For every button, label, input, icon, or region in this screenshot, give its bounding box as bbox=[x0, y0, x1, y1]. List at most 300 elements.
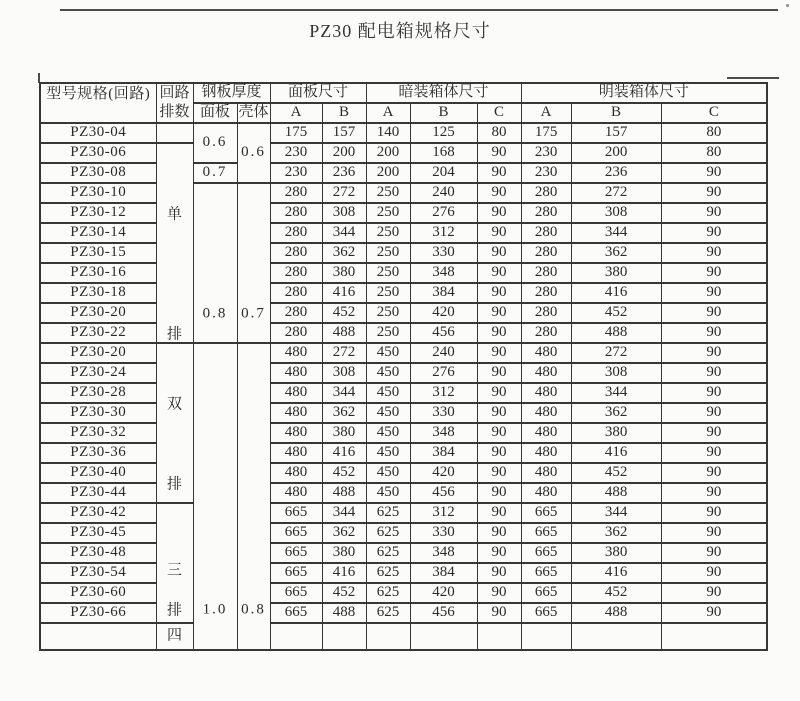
surface-a-cell: 280 bbox=[521, 303, 571, 323]
concealed-c-cell: 90 bbox=[477, 463, 521, 483]
shell-thickness-value: 0.7 bbox=[241, 305, 266, 322]
concealed-b-cell: 348 bbox=[410, 423, 477, 443]
concealed-a-cell bbox=[366, 623, 410, 650]
concealed-b-cell: 420 bbox=[410, 463, 477, 483]
table-header bbox=[40, 83, 767, 123]
concealed-b-cell: 348 bbox=[410, 263, 477, 283]
surface-c-cell: 90 bbox=[661, 603, 767, 623]
table-row bbox=[40, 603, 767, 623]
panel-b-cell: 452 bbox=[322, 583, 366, 603]
panel-thickness-value: 0.8 bbox=[202, 305, 228, 322]
model-cell: PZ30-24 bbox=[40, 363, 156, 383]
panel-b-cell: 157 bbox=[322, 123, 366, 143]
surface-c-cell: 90 bbox=[661, 443, 767, 463]
surface-c-cell: 90 bbox=[661, 383, 767, 403]
panel-thickness-cell: 0.6 bbox=[193, 123, 237, 163]
surface-a-cell: 480 bbox=[521, 483, 571, 503]
surface-a-cell: 480 bbox=[521, 463, 571, 483]
concealed-c-cell: 90 bbox=[477, 483, 521, 503]
concealed-b-cell: 240 bbox=[410, 343, 477, 363]
panel-b-cell: 452 bbox=[322, 463, 366, 483]
circuit-rows-label: 排 bbox=[166, 476, 182, 493]
table-row bbox=[40, 283, 767, 303]
concealed-c-cell: 90 bbox=[477, 363, 521, 383]
concealed-c-cell: 90 bbox=[477, 283, 521, 303]
panel-b-cell: 236 bbox=[322, 163, 366, 183]
surface-b-cell: 380 bbox=[571, 543, 661, 563]
model-cell: PZ30-44 bbox=[40, 483, 156, 503]
table-row bbox=[40, 123, 767, 143]
panel-a-cell: 665 bbox=[270, 603, 322, 623]
panel-a-cell: 665 bbox=[270, 503, 322, 523]
model-cell: PZ30-36 bbox=[40, 443, 156, 463]
header-panel-col-b: B bbox=[322, 103, 366, 123]
circuit-rows-label: 排 bbox=[166, 602, 182, 619]
panel-a-cell bbox=[270, 623, 322, 650]
model-cell: PZ30-22 bbox=[40, 323, 156, 343]
concealed-a-cell: 625 bbox=[366, 563, 410, 583]
circuit-rows-cell bbox=[156, 143, 193, 343]
surface-b-cell: 344 bbox=[571, 503, 661, 523]
concealed-a-cell: 250 bbox=[366, 323, 410, 343]
concealed-b-cell: 384 bbox=[410, 563, 477, 583]
surface-b-cell: 308 bbox=[571, 363, 661, 383]
model-cell: PZ30-06 bbox=[40, 143, 156, 163]
circuit-rows-label: 双 bbox=[166, 396, 182, 413]
table-row bbox=[40, 563, 767, 583]
circuit-rows-cell bbox=[156, 623, 193, 650]
model-cell: PZ30-20 bbox=[40, 303, 156, 323]
table-row bbox=[40, 443, 767, 463]
circuit-rows-cell bbox=[156, 123, 193, 143]
panel-a-cell: 480 bbox=[270, 383, 322, 403]
concealed-b-cell: 312 bbox=[410, 503, 477, 523]
header-row-1 bbox=[40, 83, 767, 103]
surface-c-cell: 80 bbox=[661, 143, 767, 163]
panel-b-cell: 344 bbox=[322, 503, 366, 523]
surface-b-cell: 344 bbox=[571, 223, 661, 243]
surface-b-cell bbox=[571, 623, 661, 650]
table-row bbox=[40, 383, 767, 403]
model-cell: PZ30-66 bbox=[40, 603, 156, 623]
panel-a-cell: 480 bbox=[270, 463, 322, 483]
panel-a-cell: 665 bbox=[270, 543, 322, 563]
model-cell: PZ30-04 bbox=[40, 123, 156, 143]
shell-thickness-cell bbox=[237, 183, 270, 343]
surface-c-cell: 90 bbox=[661, 183, 767, 203]
concealed-a-cell: 250 bbox=[366, 183, 410, 203]
surface-a-cell: 665 bbox=[521, 583, 571, 603]
circuit-rows-label: 四 bbox=[166, 627, 182, 644]
surface-c-cell: 90 bbox=[661, 523, 767, 543]
model-cell: PZ30-15 bbox=[40, 243, 156, 263]
circuit-rows-label: 三 bbox=[166, 562, 182, 579]
concealed-a-cell: 625 bbox=[366, 523, 410, 543]
surface-c-cell: 90 bbox=[661, 303, 767, 323]
concealed-a-cell: 250 bbox=[366, 243, 410, 263]
surface-a-cell: 480 bbox=[521, 403, 571, 423]
surface-c-cell: 90 bbox=[661, 343, 767, 363]
concealed-a-cell: 450 bbox=[366, 363, 410, 383]
panel-a-cell: 280 bbox=[270, 323, 322, 343]
panel-b-cell: 380 bbox=[322, 543, 366, 563]
concealed-c-cell: 90 bbox=[477, 563, 521, 583]
panel-a-cell: 480 bbox=[270, 363, 322, 383]
surface-a-cell: 665 bbox=[521, 523, 571, 543]
surface-b-cell: 157 bbox=[571, 123, 661, 143]
concealed-a-cell: 450 bbox=[366, 443, 410, 463]
panel-b-cell: 380 bbox=[322, 263, 366, 283]
concealed-c-cell: 90 bbox=[477, 143, 521, 163]
surface-c-cell: 90 bbox=[661, 423, 767, 443]
concealed-a-cell: 250 bbox=[366, 303, 410, 323]
concealed-c-cell: 90 bbox=[477, 603, 521, 623]
surface-b-cell: 362 bbox=[571, 243, 661, 263]
concealed-c-cell: 90 bbox=[477, 263, 521, 283]
surface-a-cell: 280 bbox=[521, 183, 571, 203]
header-panel: 面板 bbox=[193, 103, 237, 123]
concealed-c-cell: 90 bbox=[477, 203, 521, 223]
header-panel-col-a: A bbox=[270, 103, 322, 123]
surface-c-cell: 90 bbox=[661, 563, 767, 583]
page-top-rule bbox=[60, 9, 778, 11]
surface-b-cell: 452 bbox=[571, 583, 661, 603]
header-shell: 壳体 bbox=[237, 103, 270, 123]
surface-c-cell: 90 bbox=[661, 263, 767, 283]
panel-b-cell: 488 bbox=[322, 323, 366, 343]
panel-a-cell: 230 bbox=[270, 163, 322, 183]
surface-c-cell: 80 bbox=[661, 123, 767, 143]
surface-b-cell: 200 bbox=[571, 143, 661, 163]
circuit-rows-label: 单 bbox=[166, 206, 182, 223]
surface-b-cell: 362 bbox=[571, 403, 661, 423]
model-cell: PZ30-45 bbox=[40, 523, 156, 543]
panel-a-cell: 230 bbox=[270, 143, 322, 163]
panel-a-cell: 280 bbox=[270, 283, 322, 303]
concealed-c-cell: 90 bbox=[477, 183, 521, 203]
header-surface-col-a: A bbox=[521, 103, 571, 123]
surface-c-cell: 90 bbox=[661, 463, 767, 483]
panel-b-cell: 416 bbox=[322, 563, 366, 583]
circuit-rows-cell bbox=[156, 503, 193, 623]
table-row bbox=[40, 463, 767, 483]
panel-thickness-cell bbox=[193, 183, 237, 343]
concealed-b-cell: 456 bbox=[410, 603, 477, 623]
table-row bbox=[40, 203, 767, 223]
concealed-b-cell: 456 bbox=[410, 483, 477, 503]
panel-a-cell: 480 bbox=[270, 343, 322, 363]
concealed-a-cell: 450 bbox=[366, 463, 410, 483]
concealed-c-cell: 90 bbox=[477, 503, 521, 523]
surface-c-cell: 90 bbox=[661, 203, 767, 223]
surface-b-cell: 452 bbox=[571, 463, 661, 483]
surface-c-cell: 90 bbox=[661, 243, 767, 263]
scan-artifact-line bbox=[727, 77, 779, 79]
panel-b-cell: 488 bbox=[322, 483, 366, 503]
concealed-a-cell: 200 bbox=[366, 163, 410, 183]
surface-a-cell: 665 bbox=[521, 543, 571, 563]
panel-thickness-value: 1.0 bbox=[202, 601, 228, 618]
panel-b-cell: 362 bbox=[322, 243, 366, 263]
model-cell: PZ30-54 bbox=[40, 563, 156, 583]
table-row bbox=[40, 423, 767, 443]
table-row bbox=[40, 183, 767, 203]
table-body bbox=[40, 123, 767, 650]
panel-a-cell: 665 bbox=[270, 583, 322, 603]
surface-a-cell: 280 bbox=[521, 323, 571, 343]
concealed-b-cell: 384 bbox=[410, 443, 477, 463]
panel-a-cell: 480 bbox=[270, 423, 322, 443]
model-cell bbox=[40, 623, 156, 650]
panel-b-cell: 362 bbox=[322, 403, 366, 423]
spec-table bbox=[39, 82, 768, 651]
panel-b-cell: 272 bbox=[322, 183, 366, 203]
shell-thickness-cell bbox=[237, 343, 270, 650]
surface-b-cell: 416 bbox=[571, 283, 661, 303]
surface-a-cell: 280 bbox=[521, 283, 571, 303]
concealed-c-cell: 90 bbox=[477, 243, 521, 263]
concealed-b-cell: 204 bbox=[410, 163, 477, 183]
table-row bbox=[40, 263, 767, 283]
concealed-b-cell: 330 bbox=[410, 403, 477, 423]
model-cell: PZ30-18 bbox=[40, 283, 156, 303]
table-row bbox=[40, 223, 767, 243]
concealed-b-cell: 276 bbox=[410, 363, 477, 383]
concealed-a-cell: 200 bbox=[366, 143, 410, 163]
surface-a-cell bbox=[521, 623, 571, 650]
surface-b-cell: 272 bbox=[571, 343, 661, 363]
panel-a-cell: 280 bbox=[270, 223, 322, 243]
concealed-a-cell: 250 bbox=[366, 223, 410, 243]
surface-b-cell: 236 bbox=[571, 163, 661, 183]
concealed-a-cell: 625 bbox=[366, 503, 410, 523]
header-model: 型号规格(回路) bbox=[40, 83, 156, 123]
concealed-c-cell: 90 bbox=[477, 303, 521, 323]
concealed-b-cell: 276 bbox=[410, 203, 477, 223]
table-row bbox=[40, 583, 767, 603]
surface-c-cell: 90 bbox=[661, 403, 767, 423]
table-row bbox=[40, 623, 767, 650]
panel-b-cell: 416 bbox=[322, 283, 366, 303]
concealed-b-cell: 240 bbox=[410, 183, 477, 203]
concealed-b-cell: 456 bbox=[410, 323, 477, 343]
table-row bbox=[40, 543, 767, 563]
panel-b-cell: 344 bbox=[322, 383, 366, 403]
concealed-c-cell bbox=[477, 623, 521, 650]
table-row bbox=[40, 143, 767, 163]
panel-b-cell: 380 bbox=[322, 423, 366, 443]
surface-c-cell: 90 bbox=[661, 323, 767, 343]
page-title: PZ30 配电箱规格尺寸 bbox=[309, 21, 491, 41]
surface-b-cell: 380 bbox=[571, 423, 661, 443]
panel-a-cell: 280 bbox=[270, 243, 322, 263]
table-row bbox=[40, 363, 767, 383]
concealed-c-cell: 90 bbox=[477, 443, 521, 463]
concealed-a-cell: 625 bbox=[366, 543, 410, 563]
header-surface-box: 明装箱体尺寸 bbox=[521, 83, 767, 103]
header-concealed-col-b: B bbox=[410, 103, 477, 123]
panel-b-cell: 362 bbox=[322, 523, 366, 543]
concealed-a-cell: 250 bbox=[366, 283, 410, 303]
surface-c-cell: 90 bbox=[661, 283, 767, 303]
surface-b-cell: 344 bbox=[571, 383, 661, 403]
concealed-b-cell: 330 bbox=[410, 523, 477, 543]
surface-a-cell: 175 bbox=[521, 123, 571, 143]
table-row bbox=[40, 303, 767, 323]
panel-b-cell: 308 bbox=[322, 363, 366, 383]
concealed-b-cell: 348 bbox=[410, 543, 477, 563]
header-panel-size: 面板尺寸 bbox=[270, 83, 366, 103]
surface-b-cell: 488 bbox=[571, 323, 661, 343]
header-circuit-rows: 回路排数 bbox=[156, 83, 193, 123]
concealed-b-cell: 420 bbox=[410, 583, 477, 603]
surface-b-cell: 380 bbox=[571, 263, 661, 283]
model-cell: PZ30-16 bbox=[40, 263, 156, 283]
surface-a-cell: 280 bbox=[521, 243, 571, 263]
header-steel-thickness: 钢板厚度 bbox=[193, 83, 270, 103]
surface-a-cell: 280 bbox=[521, 263, 571, 283]
panel-b-cell: 272 bbox=[322, 343, 366, 363]
surface-a-cell: 480 bbox=[521, 363, 571, 383]
concealed-b-cell: 168 bbox=[410, 143, 477, 163]
model-cell: PZ30-28 bbox=[40, 383, 156, 403]
model-cell: PZ30-32 bbox=[40, 423, 156, 443]
concealed-a-cell: 140 bbox=[366, 123, 410, 143]
panel-b-cell: 200 bbox=[322, 143, 366, 163]
concealed-a-cell: 625 bbox=[366, 583, 410, 603]
concealed-c-cell: 90 bbox=[477, 383, 521, 403]
table-row bbox=[40, 523, 767, 543]
concealed-a-cell: 625 bbox=[366, 603, 410, 623]
model-cell: PZ30-30 bbox=[40, 403, 156, 423]
concealed-b-cell: 125 bbox=[410, 123, 477, 143]
panel-b-cell: 416 bbox=[322, 443, 366, 463]
concealed-a-cell: 250 bbox=[366, 263, 410, 283]
concealed-c-cell: 90 bbox=[477, 523, 521, 543]
model-cell: PZ30-08 bbox=[40, 163, 156, 183]
concealed-b-cell: 330 bbox=[410, 243, 477, 263]
surface-c-cell: 90 bbox=[661, 223, 767, 243]
header-concealed-col-a: A bbox=[366, 103, 410, 123]
model-cell: PZ30-60 bbox=[40, 583, 156, 603]
panel-a-cell: 280 bbox=[270, 263, 322, 283]
header-surface-col-b: B bbox=[571, 103, 661, 123]
surface-c-cell: 90 bbox=[661, 483, 767, 503]
surface-c-cell bbox=[661, 623, 767, 650]
panel-b-cell: 488 bbox=[322, 603, 366, 623]
panel-a-cell: 665 bbox=[270, 563, 322, 583]
surface-a-cell: 280 bbox=[521, 223, 571, 243]
surface-b-cell: 272 bbox=[571, 183, 661, 203]
surface-a-cell: 280 bbox=[521, 203, 571, 223]
header-concealed-box: 暗装箱体尺寸 bbox=[366, 83, 521, 103]
shell-thickness-cell: 0.6 bbox=[237, 123, 270, 183]
model-cell: PZ30-20 bbox=[40, 343, 156, 363]
model-cell: PZ30-42 bbox=[40, 503, 156, 523]
panel-b-cell: 308 bbox=[322, 203, 366, 223]
concealed-a-cell: 450 bbox=[366, 383, 410, 403]
surface-c-cell: 90 bbox=[661, 163, 767, 183]
model-cell: PZ30-14 bbox=[40, 223, 156, 243]
panel-a-cell: 480 bbox=[270, 483, 322, 503]
surface-a-cell: 480 bbox=[521, 343, 571, 363]
concealed-a-cell: 450 bbox=[366, 343, 410, 363]
table-row bbox=[40, 483, 767, 503]
circuit-rows-cell bbox=[156, 343, 193, 503]
surface-b-cell: 308 bbox=[571, 203, 661, 223]
surface-a-cell: 665 bbox=[521, 503, 571, 523]
concealed-b-cell: 384 bbox=[410, 283, 477, 303]
panel-b-cell bbox=[322, 623, 366, 650]
panel-a-cell: 280 bbox=[270, 203, 322, 223]
model-cell: PZ30-40 bbox=[40, 463, 156, 483]
concealed-c-cell: 90 bbox=[477, 543, 521, 563]
concealed-a-cell: 450 bbox=[366, 423, 410, 443]
panel-b-cell: 452 bbox=[322, 303, 366, 323]
concealed-c-cell: 90 bbox=[477, 583, 521, 603]
surface-a-cell: 480 bbox=[521, 443, 571, 463]
header-concealed-col-c: C bbox=[477, 103, 521, 123]
concealed-b-cell: 420 bbox=[410, 303, 477, 323]
surface-b-cell: 452 bbox=[571, 303, 661, 323]
concealed-c-cell: 90 bbox=[477, 323, 521, 343]
surface-a-cell: 480 bbox=[521, 423, 571, 443]
concealed-c-cell: 90 bbox=[477, 343, 521, 363]
panel-thickness-cell: 0.7 bbox=[193, 163, 237, 183]
circuit-rows-label: 排 bbox=[166, 326, 182, 343]
surface-b-cell: 488 bbox=[571, 483, 661, 503]
concealed-b-cell: 312 bbox=[410, 223, 477, 243]
panel-b-cell: 344 bbox=[322, 223, 366, 243]
surface-b-cell: 416 bbox=[571, 443, 661, 463]
panel-a-cell: 480 bbox=[270, 403, 322, 423]
surface-c-cell: 90 bbox=[661, 363, 767, 383]
surface-b-cell: 488 bbox=[571, 603, 661, 623]
table-row bbox=[40, 163, 767, 183]
surface-a-cell: 665 bbox=[521, 563, 571, 583]
surface-a-cell: 230 bbox=[521, 143, 571, 163]
concealed-c-cell: 90 bbox=[477, 423, 521, 443]
surface-c-cell: 90 bbox=[661, 583, 767, 603]
concealed-c-cell: 90 bbox=[477, 163, 521, 183]
model-cell: PZ30-10 bbox=[40, 183, 156, 203]
concealed-c-cell: 90 bbox=[477, 223, 521, 243]
shell-thickness-value: 0.8 bbox=[241, 601, 266, 618]
surface-a-cell: 665 bbox=[521, 603, 571, 623]
surface-c-cell: 90 bbox=[661, 543, 767, 563]
table-row bbox=[40, 403, 767, 423]
surface-b-cell: 362 bbox=[571, 523, 661, 543]
model-cell: PZ30-12 bbox=[40, 203, 156, 223]
header-surface-col-c: C bbox=[661, 103, 767, 123]
table-row bbox=[40, 343, 767, 363]
scan-artifact-dot bbox=[786, 4, 789, 7]
panel-thickness-cell bbox=[193, 343, 237, 650]
table-row bbox=[40, 323, 767, 343]
concealed-a-cell: 250 bbox=[366, 203, 410, 223]
surface-b-cell: 416 bbox=[571, 563, 661, 583]
table-row bbox=[40, 243, 767, 263]
concealed-c-cell: 80 bbox=[477, 123, 521, 143]
surface-c-cell: 90 bbox=[661, 503, 767, 523]
table-row bbox=[40, 503, 767, 523]
surface-a-cell: 230 bbox=[521, 163, 571, 183]
panel-a-cell: 280 bbox=[270, 183, 322, 203]
concealed-a-cell: 450 bbox=[366, 403, 410, 423]
panel-a-cell: 280 bbox=[270, 303, 322, 323]
concealed-c-cell: 90 bbox=[477, 403, 521, 423]
panel-a-cell: 175 bbox=[270, 123, 322, 143]
